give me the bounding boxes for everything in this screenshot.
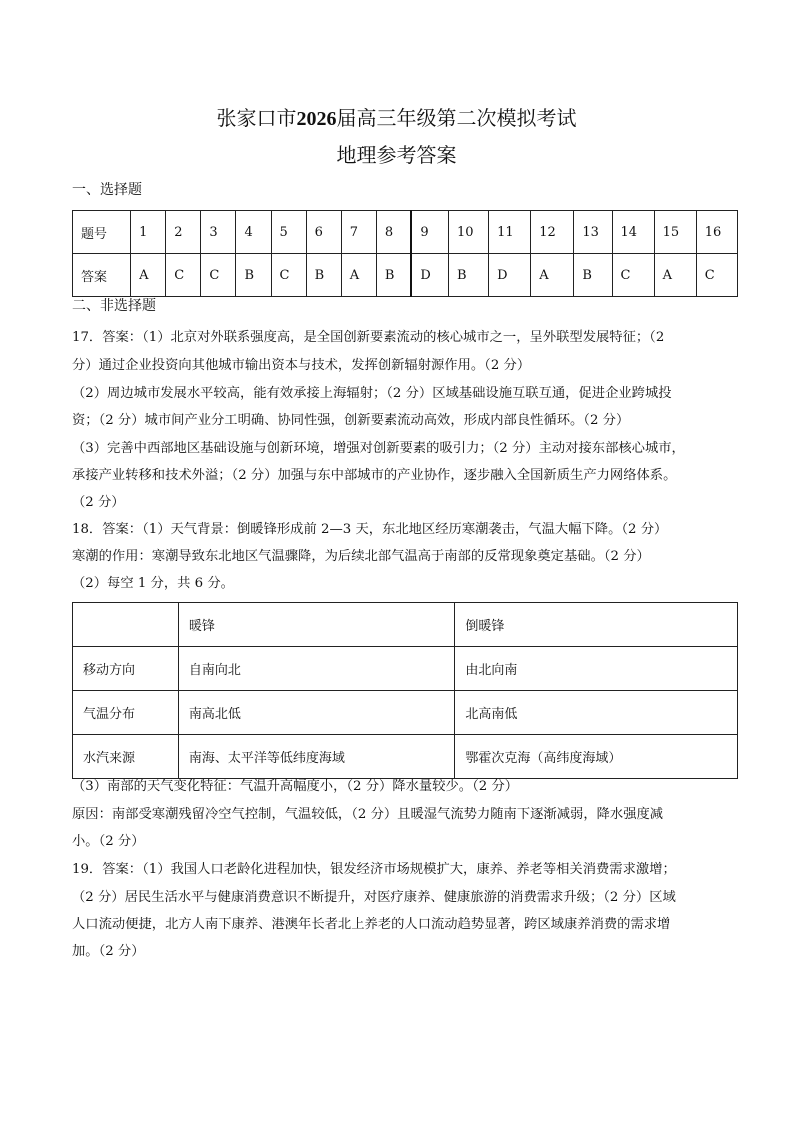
table-cell: 南海、太平洋等低纬度海域: [178, 735, 455, 779]
question-number-cell: 13: [574, 211, 612, 254]
answer-line: 资；（2 分）城市间产业分工明确、协同性强，创新要素流动高效，形成内部良性循环。（2 分）: [72, 413, 630, 428]
header-cell: [73, 603, 179, 647]
row-label: 答案: [73, 254, 131, 297]
question-number-cell: 1: [131, 211, 166, 254]
answer-line: （2 分）: [72, 495, 125, 510]
question-number-cell: 9: [411, 211, 448, 254]
answer-cell: A: [654, 254, 696, 297]
answer-cell: C: [166, 254, 201, 297]
question-number-cell: 8: [376, 211, 411, 254]
answer-line: 17．答案：（1）北京对外联系强度高，是全国创新要素流动的核心城市之一，呈外联型发展特征；（2: [72, 330, 665, 345]
question-number-cell: 16: [696, 211, 737, 254]
table-cell: 由北向南: [455, 647, 738, 691]
answer-line: （2 分）居民生活水平与健康消费意识不断提升，对医疗康养、健康旅游的消费需求升级；（2 分）区域: [72, 890, 676, 905]
table-cell: 自南向北: [178, 647, 455, 691]
question-number-cell: 2: [166, 211, 201, 254]
answer-cell: C: [271, 254, 306, 297]
title-suffix: 届高三年级第二次模拟考试: [336, 106, 577, 130]
answer-line: （2）周边城市发展水平较高，能有效承接上海辐射；（2 分）区域基础设施互联互通，促进企业跨城投: [72, 386, 672, 401]
answer-cell: C: [612, 254, 654, 297]
question-number-cell: 10: [449, 211, 489, 254]
title-prefix: 张家口市: [216, 106, 297, 130]
answer-line: 18．答案：（1）天气背景：倒暖锋形成前 2—3 天，东北地区经历寒潮袭击，气温大幅下降。（2 分）: [72, 522, 668, 537]
question-number-cell: 4: [236, 211, 271, 254]
answer-cell: A: [341, 254, 376, 297]
question-number-cell: 12: [531, 211, 574, 254]
section-heading-nonchoice: 二、非选择题: [72, 298, 156, 314]
table-cell: 移动方向: [73, 647, 179, 691]
table-cell: 北高南低: [455, 691, 738, 735]
title-year: 2026: [296, 108, 337, 130]
table-header-row: [73, 603, 738, 647]
answer-line: 承接产业转移和技术外溢；（2 分）加强与东中部城市的产业协作，逐步融入全国新质生产力网络体系。: [72, 468, 677, 483]
table-cell: 鄂霍次克海（高纬度海域）: [455, 735, 738, 779]
answer-line: 人口流动便捷，北方人南下康养、港澳年长者北上养老的人口流动趋势显著，跨区域康养消费的需求增: [72, 917, 671, 932]
answer-line: （3）南部的天气变化特征：气温升高幅度小，（2 分）降水量较少。（2 分）: [72, 779, 519, 794]
question-number-cell: 5: [271, 211, 306, 254]
answer-cell: C: [696, 254, 737, 297]
answer-cell: B: [236, 254, 271, 297]
answer-cell: B: [306, 254, 341, 297]
answer-cell: C: [201, 254, 236, 297]
front-comparison-table: [72, 602, 738, 779]
choice-answer-table: [72, 210, 738, 297]
answer-line: （2）每空 1 分，共 6 分。: [72, 576, 234, 591]
table-row: [73, 691, 738, 735]
answer-cell: A: [131, 254, 166, 297]
question-number-cell: 11: [489, 211, 531, 254]
question-number-cell: 6: [306, 211, 341, 254]
answer-cell: D: [411, 254, 448, 297]
answer-cell: D: [489, 254, 531, 297]
answer-line: 寒潮的作用：寒潮导致东北地区气温骤降，为后续北部气温高于南部的反常现象奠定基础。（2 分）: [72, 549, 650, 564]
table-row: [73, 647, 738, 691]
answer-line: （3）完善中西部地区基础设施与创新环境，增强对创新要素的吸引力；（2 分）主动对接东部核心城市，: [72, 441, 685, 456]
document-title: [0, 102, 793, 131]
question-number-row: [73, 211, 738, 254]
table-cell: 水汽来源: [73, 735, 179, 779]
question-number-cell: 15: [654, 211, 696, 254]
answer-cell: A: [531, 254, 574, 297]
answer-cell: B: [449, 254, 489, 297]
header-cell: 暖锋: [178, 603, 455, 647]
document-subtitle: 地理参考答案: [336, 143, 457, 167]
table-cell: 南高北低: [178, 691, 455, 735]
answer-line: 原因：南部受寒潮残留冷空气控制，气温较低，（2 分）且暖湿气流势力随南下逐渐减弱，降水强度减: [72, 807, 664, 822]
answer-line: 分）通过企业投资向其他城市输出资本与技术，发挥创新辐射源作用。（2 分）: [72, 358, 531, 373]
row-label: 题号: [73, 211, 131, 254]
question-number-cell: 3: [201, 211, 236, 254]
answer-row: [73, 254, 738, 297]
answer-line: 加。（2 分）: [72, 944, 145, 959]
answer-line: 小。（2 分）: [72, 834, 145, 849]
table-cell: 气温分布: [73, 691, 179, 735]
answer-cell: B: [376, 254, 411, 297]
answer-line: 19．答案：（1）我国人口老龄化进程加快，银发经济市场规模扩大，康养、养老等相关消费需求激增；: [72, 862, 676, 877]
answer-cell: B: [574, 254, 612, 297]
table-row: [73, 735, 738, 779]
question-number-cell: 7: [341, 211, 376, 254]
section-heading-choice: 一、选择题: [72, 182, 142, 198]
header-cell: 倒暖锋: [455, 603, 738, 647]
question-number-cell: 14: [612, 211, 654, 254]
